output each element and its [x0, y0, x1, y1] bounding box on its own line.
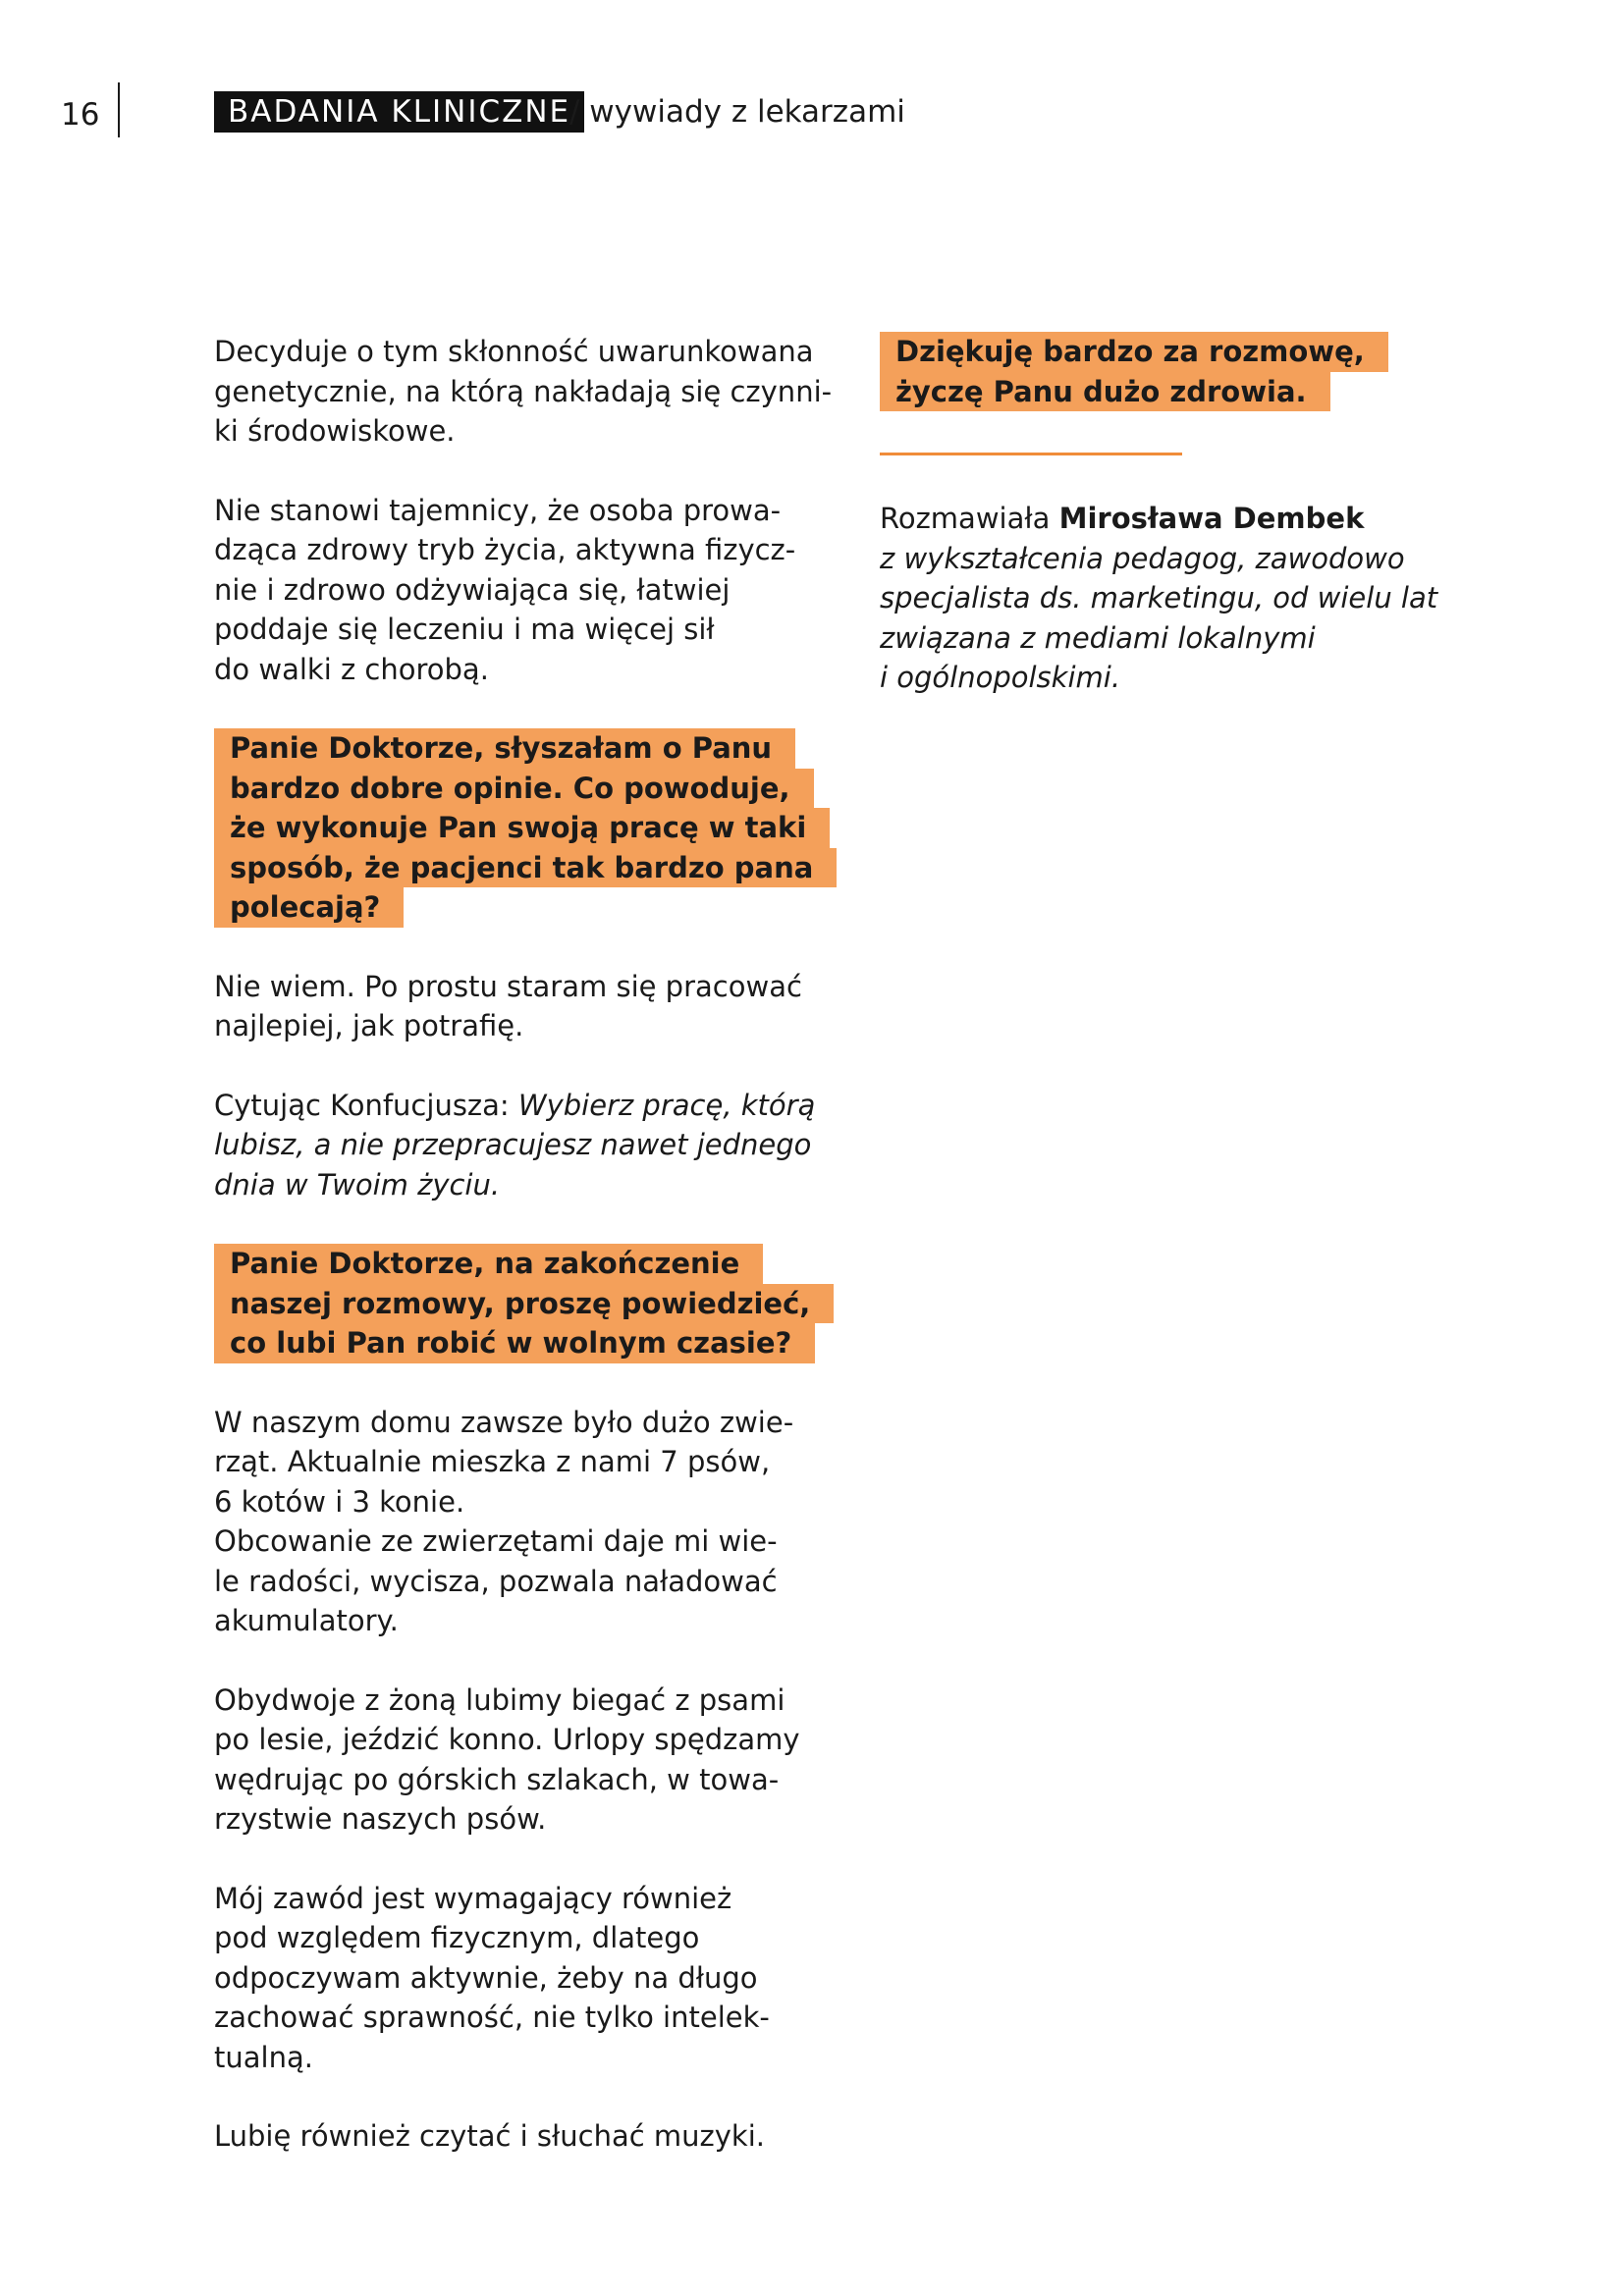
- right-column: [880, 332, 1438, 698]
- question-line: sposób, że pacjenci tak bardzo pana: [214, 848, 837, 888]
- text-line: akumulatory.: [214, 1604, 399, 1637]
- text-line: Obydwoje z żoną lubimy biegać z psami: [214, 1682, 785, 1717]
- closing-thanks: [880, 332, 1390, 411]
- text-line: dząca zdrowy tryb życia, aktywna fizycz-: [214, 533, 796, 566]
- page-number-divider: [118, 82, 120, 137]
- paragraph-answer-work: [214, 967, 803, 1046]
- section-subtitle: / wywiady z lekarzami: [569, 94, 905, 130]
- question-line: Panie Doktorze, słyszałam o Panu: [214, 728, 795, 769]
- text-line: [214, 1086, 816, 1126]
- text-line: odpoczywam aktywnie, żeby na długo: [214, 1960, 758, 1995]
- credit-line: [880, 499, 1390, 539]
- text-line: tualną.: [214, 2040, 313, 2074]
- paragraph-lifestyle: [214, 491, 803, 690]
- text-line: pod względem fizycznym, dlatego: [214, 1921, 700, 1954]
- text-line: ki środowiskowe.: [214, 414, 456, 448]
- quote-text: Wybierz pracę, którą: [517, 1088, 816, 1122]
- question-line: co lubi Pan robić w wolnym czasie?: [214, 1323, 815, 1363]
- text-line: poddaje się leczeniu i ma więcej sił: [214, 613, 715, 646]
- quote-line: lubisz, a nie przepracujesz nawet jednego: [214, 1128, 812, 1161]
- text-line: rzystwie naszych psów.: [214, 1802, 547, 1836]
- credit-label: Rozmawiała: [880, 502, 1059, 535]
- text-line: Decyduje o tym skłonność uwarunkowana: [214, 335, 814, 368]
- page-number: 16: [61, 97, 100, 133]
- question-line: Panie Doktorze, na zakończenie: [214, 1244, 763, 1284]
- text-line: Lubię również czytać i słuchać muzyki.: [214, 2119, 765, 2153]
- quote-line: dnia w Twoim życiu.: [214, 1167, 501, 1201]
- text-line: do walki z chorobą.: [214, 652, 489, 686]
- text-line: po lesie, jeździć konno. Urlopy spędzamy: [214, 1723, 800, 1756]
- author-credit: [880, 499, 1438, 698]
- text-line: 6 kotów i 3 konie.: [214, 1484, 465, 1519]
- question-line: bardzo dobre opinie. Co powoduje,: [214, 769, 814, 809]
- question-line: Dziękuję bardzo za rozmowę,: [880, 332, 1388, 372]
- paragraph-confucius: [214, 1086, 816, 1205]
- orange-divider: [880, 453, 1182, 455]
- bio-line: specjalista ds. marketingu, od wielu lat: [880, 581, 1438, 614]
- text-line: Mój zawód jest wymagający również: [214, 1881, 732, 1915]
- text-line: Nie stanowi tajemnicy, że osoba prowa-: [214, 493, 782, 527]
- text-line: wędrując po górskich szlakach, w towa-: [214, 1762, 780, 1796]
- bio-line: związana z mediami lokalnymi: [880, 620, 1316, 655]
- question-line: że wykonuje Pan swoją pracę w taki: [214, 808, 830, 848]
- text-line: W naszym domu zawsze było dużo zwie-: [214, 1405, 794, 1439]
- question-opinions: [214, 728, 814, 928]
- paragraph-active-rest: [214, 1879, 803, 2078]
- section-tag: BADANIA KLINICZNE: [214, 91, 584, 133]
- paragraph-animals: [214, 1403, 803, 1641]
- text-line: nie i zdrowo odżywiająca się, łatwiej: [214, 572, 731, 607]
- bio-line: i ogólnopolskimi.: [880, 661, 1121, 694]
- question-free-time: [214, 1244, 811, 1363]
- question-line: polecają?: [214, 887, 404, 928]
- quote-lead: Cytując Konfucjusza:: [214, 1088, 518, 1122]
- bio-line: z wykształcenia pedagog, zawodowo: [880, 541, 1405, 575]
- text-line: najlepiej, jak potrafię.: [214, 1009, 524, 1042]
- text-line: genetycznie, na którą nakładają się czynni-: [214, 374, 833, 408]
- author-name: Mirosława Dembek: [1058, 502, 1365, 535]
- text-line: Nie wiem. Po prostu staram się pracować: [214, 969, 802, 1003]
- question-line: naszej rozmowy, proszę powiedzieć,: [214, 1284, 834, 1324]
- paragraph-genetics: [214, 332, 833, 452]
- text-line: rząt. Aktualnie mieszka z nami 7 psów,: [214, 1445, 771, 1478]
- text-line: zachować sprawność, nie tylko intelek-: [214, 2001, 770, 2034]
- paragraph-reading: [214, 2116, 803, 2157]
- paragraph-running: [214, 1681, 803, 1840]
- text-line: le radości, wycisza, pozwala naładować: [214, 1564, 778, 1598]
- left-column: [214, 332, 833, 2196]
- text-line: Obcowanie ze zwierzętami daje mi wie-: [214, 1524, 778, 1558]
- question-line: życzę Panu dużo zdrowia.: [880, 372, 1330, 412]
